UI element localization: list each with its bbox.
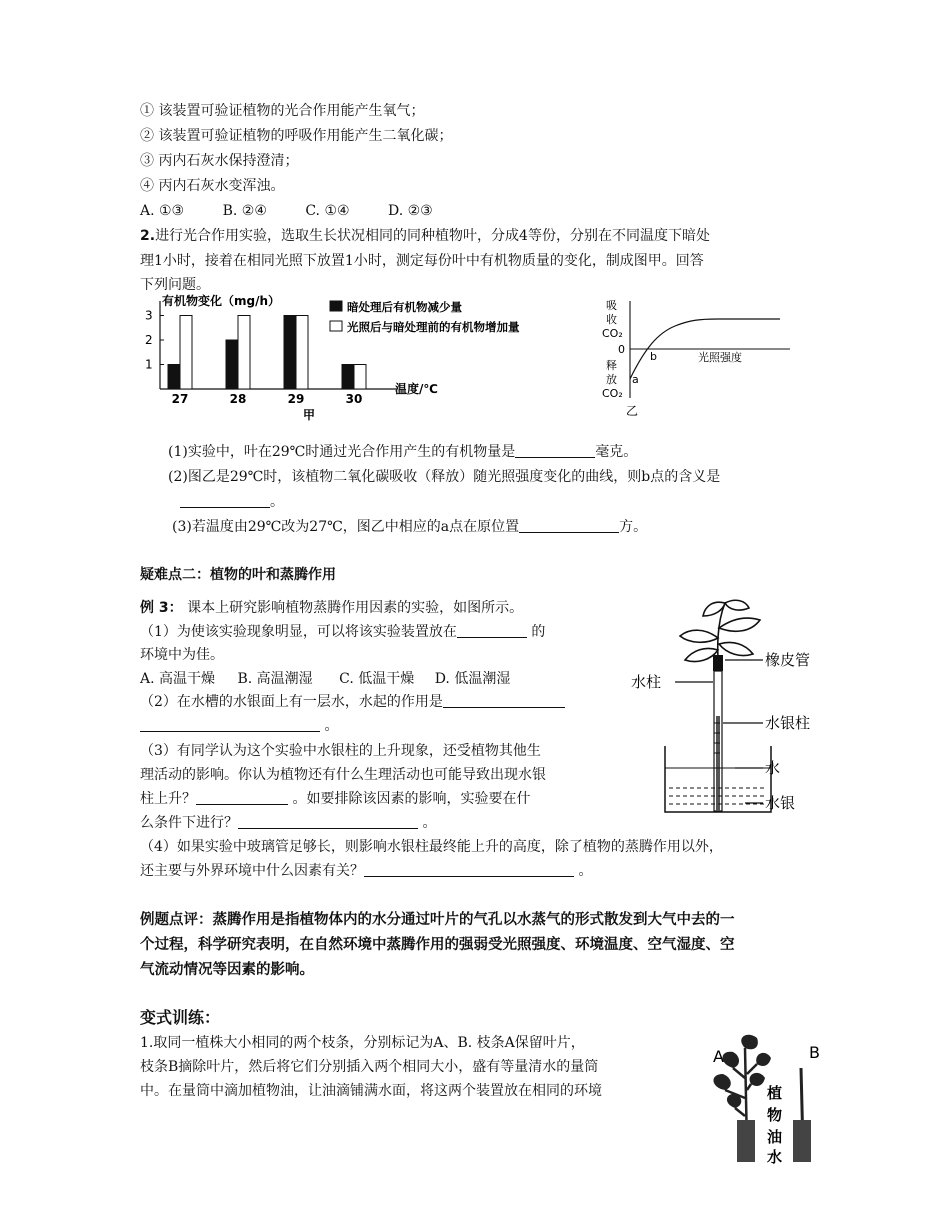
x-axis-label: 温度/℃ bbox=[395, 382, 438, 396]
branch-experiment-figure bbox=[705, 1028, 835, 1168]
release-label-2: 放 bbox=[606, 373, 617, 386]
ex3-part-4: （4）如果实验中玻璃管足够长，则影响水银柱最终能上升的高度，除了植物的蒸腾作用以外， bbox=[140, 839, 723, 855]
release-label-1: 释 bbox=[606, 359, 617, 372]
mercury-column-fill bbox=[716, 716, 720, 811]
chart-title: 有机物变化（mg/h） bbox=[162, 294, 281, 308]
absorb-label-3: CO₂ bbox=[602, 327, 623, 340]
bar-29-series-2 bbox=[296, 316, 308, 390]
q1-statement-2: ② 该装置可验证植物的呼吸作用能产生二氧化碳； bbox=[140, 128, 453, 144]
answer-blank[interactable] bbox=[180, 493, 270, 508]
q1-option-d: D. ②③ bbox=[388, 203, 433, 219]
answer-blank[interactable] bbox=[515, 443, 595, 458]
ex3-part-4-cont: 还主要与外界环境中什么因素有关？ 。 bbox=[140, 863, 593, 879]
x-axis-label: 光照强度 bbox=[698, 351, 742, 364]
point-b-label: b bbox=[650, 350, 657, 363]
ex3-part-1-cont: 环境中为佳。 bbox=[140, 647, 224, 663]
oil-label-3: 油 bbox=[767, 1128, 783, 1146]
bar-30-series-1 bbox=[342, 365, 354, 390]
comment-line-3: 气流动情况等因素的影响。 bbox=[140, 962, 314, 978]
x-tick-label: 27 bbox=[171, 392, 189, 406]
water-column-label: 水柱 bbox=[631, 673, 662, 691]
q1-option-c: C. ①④ bbox=[305, 203, 350, 219]
q2-sub-2: (2)图乙是29℃时，该植物二氧化碳吸收（释放）随光照强度变化的曲线，则b点的含义是 bbox=[168, 469, 721, 485]
bar-chart-jia bbox=[142, 293, 562, 423]
answer-blank[interactable] bbox=[238, 814, 418, 829]
y-tick-label: 3 bbox=[145, 308, 153, 323]
label-a: A bbox=[713, 1047, 724, 1066]
training-line-3: 中。在量筒中滴加植物油，让油滴铺满水面，将这两个装置放在相同的环境 bbox=[140, 1083, 602, 1099]
q2-sub-3: (3)若温度由29℃改为27℃，图乙中相应的a点在原位置 方。 bbox=[172, 519, 648, 535]
bar-30-series-2 bbox=[354, 365, 366, 390]
absorb-label-2: 收 bbox=[606, 313, 617, 326]
x-tick-label: 30 bbox=[345, 392, 363, 406]
example-3: 例 3： 课本上研究影响植物蒸腾作用因素的实验，如图所示。 bbox=[140, 600, 524, 616]
q2-line-1: 2.进行光合作用实验，选取生长状况相同的同种植物叶，分成4等份，分别在不同温度下暗处 bbox=[140, 228, 710, 244]
oil-label-2: 物 bbox=[767, 1106, 783, 1124]
answer-blank[interactable] bbox=[519, 518, 619, 533]
ex3-part-1: （1）为使该实验现象明显，可以将该实验装置放在 的 bbox=[140, 624, 546, 640]
q2-sub-1: (1)实验中，叶在29℃时通过光合作用产生的有机物量是 毫克。 bbox=[168, 444, 638, 460]
ex3-part-3-c: 柱上升？ 。如要排除该因素的影响，实验要在什 bbox=[140, 791, 531, 807]
answer-blank[interactable] bbox=[443, 693, 565, 708]
q1-option-b: B. ②④ bbox=[222, 203, 267, 219]
comment-line-1: 例题点评：蒸腾作用是指植物体内的水分通过叶片的气孔以水蒸气的形式散发到大气中去的一 bbox=[140, 912, 735, 928]
chart-caption: 甲 bbox=[302, 408, 316, 422]
section-heading: 疑难点二：植物的叶和蒸腾作用 bbox=[140, 567, 336, 583]
transpiration-apparatus-diagram bbox=[625, 598, 840, 823]
chart-caption: 乙 bbox=[626, 404, 639, 418]
cylinder-left bbox=[737, 1120, 755, 1162]
absorb-label-1: 吸 bbox=[606, 299, 617, 312]
origin-label: 0 bbox=[618, 343, 625, 356]
point-a-label: a bbox=[632, 373, 639, 386]
plant-icon bbox=[680, 600, 760, 661]
x-tick-label: 29 bbox=[287, 392, 305, 406]
answer-blank[interactable] bbox=[140, 717, 320, 732]
label-b: B bbox=[809, 1043, 820, 1062]
q2-line-2: 理1小时，接着在相同光照下放置1小时，测定每份叶中有机物质量的变化，制成图甲。回答 bbox=[140, 253, 704, 269]
water-label: 水 bbox=[767, 1148, 783, 1166]
q1-option-a: A. ①③ bbox=[140, 203, 185, 219]
ex3-part-2: （2）在水槽的水银面上有一层水，水起的作用是 bbox=[140, 692, 565, 712]
ex3-options: A. 高温干燥 B. 高温潮湿 C. 低温干燥 D. 低温潮湿 bbox=[140, 671, 511, 687]
rubber-tube bbox=[713, 655, 723, 671]
line-chart-yi bbox=[600, 293, 800, 423]
bar-28-series-1 bbox=[226, 340, 238, 389]
release-label-3: CO₂ bbox=[602, 387, 623, 400]
ex3-part-3-d: 么条件下进行？ 。 bbox=[140, 815, 437, 831]
q2-number: 2. bbox=[140, 228, 156, 244]
oil-label-1: 植 bbox=[767, 1084, 783, 1102]
y-tick-label: 1 bbox=[145, 357, 153, 372]
answer-blank[interactable] bbox=[457, 623, 527, 638]
legend-label-2: 光照后与暗处理前的有机物增加量 bbox=[347, 320, 520, 334]
bar-28-series-2 bbox=[238, 316, 250, 390]
training-line-1: 1.取同一植株大小相同的两个枝条，分别标记为A、B. 枝条A保留叶片， bbox=[140, 1035, 585, 1051]
bar-27-series-1 bbox=[168, 365, 180, 390]
x-tick-label: 28 bbox=[229, 392, 247, 406]
q1-options bbox=[140, 201, 433, 221]
bar-27-series-2 bbox=[180, 316, 192, 390]
legend-label-1: 暗处理后有机物减少量 bbox=[347, 300, 462, 314]
q1-statement-1: ① 该装置可验证植物的光合作用能产生氧气； bbox=[140, 103, 425, 119]
training-line-2: 枝条B摘除叶片，然后将它们分别插入两个相同大小，盛有等量清水的量筒 bbox=[140, 1059, 599, 1075]
ex3-part-3-b: 理活动的影响。你认为植物还有什么生理活动也可能导致出现水银 bbox=[140, 767, 546, 783]
q1-statement-3: ③ 丙内石灰水保持澄清； bbox=[140, 153, 299, 169]
mercury-column-label: 水银柱 bbox=[765, 714, 811, 732]
answer-blank[interactable] bbox=[196, 790, 288, 805]
mercury-label: 水银 bbox=[765, 794, 796, 812]
water-label: 水 bbox=[765, 759, 781, 777]
rubber-tube-label: 橡皮管 bbox=[765, 651, 811, 669]
bar-29-series-1 bbox=[284, 316, 296, 390]
legend-swatch-2 bbox=[330, 321, 342, 331]
legend-swatch-1 bbox=[330, 301, 342, 311]
y-tick-label: 2 bbox=[145, 333, 153, 347]
comment-line-2: 个过程，科学研究表明，在自然环境中蒸腾作用的强弱受光照强度、环境温度、空气湿度、空 bbox=[140, 937, 735, 953]
q2-sub-2-cont: 。 bbox=[180, 492, 284, 512]
answer-blank[interactable] bbox=[364, 862, 574, 877]
training-heading: 变式训练： bbox=[140, 1008, 221, 1027]
cylinder-right bbox=[793, 1120, 811, 1162]
ex3-part-2-cont: 。 bbox=[140, 716, 338, 736]
ex3-part-3: （3）有同学认为这个实验中水银柱的上升现象，还受植物其他生 bbox=[140, 743, 541, 759]
q1-statement-4: ④ 丙内石灰水变浑浊。 bbox=[140, 178, 285, 194]
q2-line-3: 下列问题。 bbox=[140, 277, 210, 293]
